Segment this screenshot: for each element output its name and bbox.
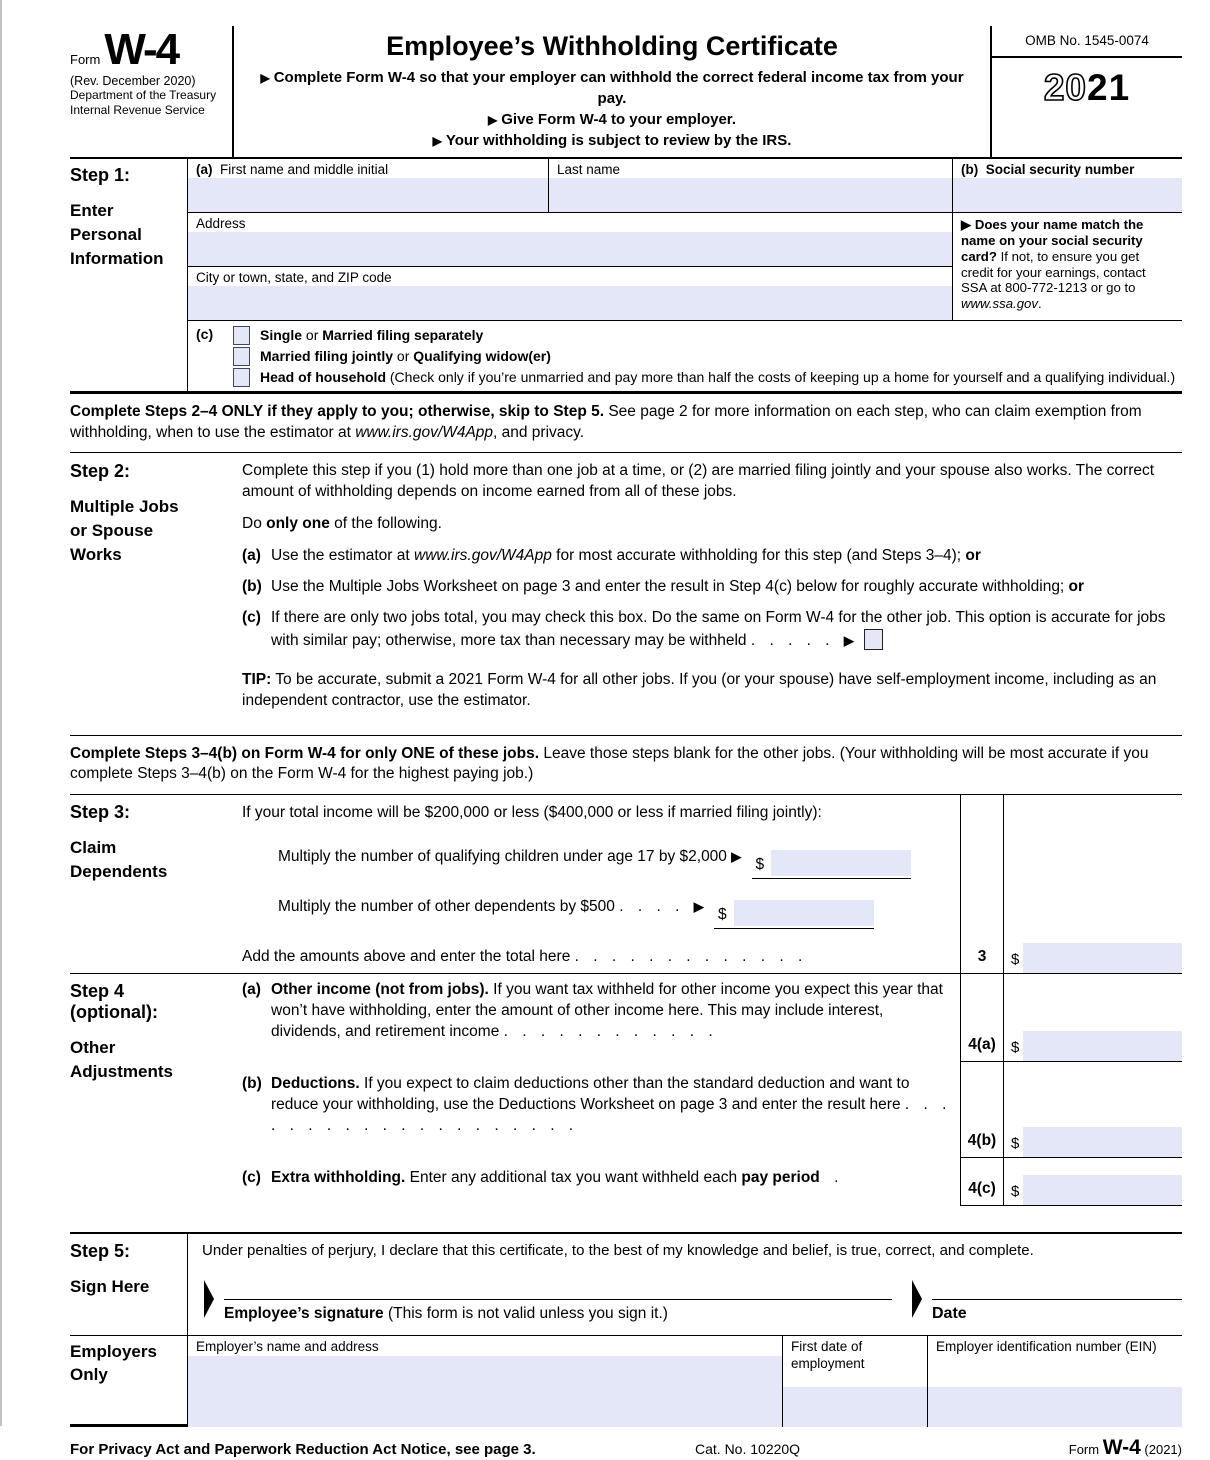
last-name-label: Last name [557,162,621,177]
step4b-line: (b) Deductions. If you expect to claim deductions other than the standard deduction and want to reduce your withholding, use the Deductions Worksheet on page 3 and enter the result here . . . . . . . . . . . . . . . . . . . . [242,1074,947,1134]
step1-name: Enter Personal Information [70,201,164,268]
step2-name: Multiple Jobs or Spouse Works [70,497,179,564]
step2-do-only-one: Do only one of the following. [242,515,442,533]
header-bullet-1: ▶ Complete Form W-4 so that your employer can withhold the correct federal income tax from your pay. [260,69,964,107]
step5-title: Step 5: [70,1240,131,1261]
deductions-input[interactable] [1023,1127,1182,1157]
ein-input[interactable] [928,1387,1182,1427]
form-year: 2021 [1043,67,1131,108]
city-input[interactable] [188,286,952,320]
step2-section [70,453,1182,735]
ein-label: Employer identification number (EIN) [936,1338,1157,1354]
dept-line1: Department of the Treasury [70,87,217,102]
header-bullet-2: ▶ Give Form W-4 to your employer. [488,111,736,128]
step3-other-dependents-line: Multiply the number of other dependents by $500 . . . . ▶ $ [242,885,960,935]
employers-only-section [70,1335,1182,1427]
omb-year-block [992,26,1182,157]
last-name-input[interactable] [549,178,952,212]
step3-children-line: Multiply the number of qualifying children under age 17 by $2,000 ▶ $ [242,831,960,885]
steps-3-4b-note: Complete Steps 3–4(b) on Form W-4 for only ONE of these jobs. Leave those steps blank for the other jobs. (Your withholding will be most accurate if you complete Steps 3–4(b) on the Form W-4 for the highest paying job.) [70,736,1182,795]
extra-withholding-input[interactable] [1023,1175,1182,1205]
ssn-label: (b) Social security number [961,162,1135,177]
step3-total-line: Add the amounts above and enter the total here . . . . . . . . . . . . . [242,947,803,965]
step1-section [70,159,1182,394]
step4c-line: (c) Extra withholding. Enter any additional tax you want withheld each pay period . [242,1168,839,1186]
arrow-icon: ▶ [843,632,854,648]
privacy-act-notice: For Privacy Act and Paperwork Reduction Act Notice, see page 3. [70,1440,536,1458]
step4-title: Step 4 (optional): [70,980,158,1022]
step5-section [70,1232,1182,1335]
employer-name-address-input[interactable] [188,1356,782,1427]
step2-item-a: (a) Use the estimator at www.irs.gov/W4App for most accurate withholding for this step (and Steps 3–4); or [242,546,981,564]
steps-2-4-note: Complete Steps 2–4 ONLY if they apply to you; otherwise, skip to Step 5. See page 2 for more information on each step, who can claim exemption from withholding, when to use the estimator at www.irs.gov/W4App, and privacy. [70,394,1182,453]
date-arrow-icon [912,1280,922,1318]
arrow-icon: ▶ [693,898,704,914]
arrow-icon: ▶ [432,134,442,148]
first-name-label: (a) First name and middle initial [196,162,389,177]
form-title-block [232,26,992,157]
step5-name: Sign Here [70,1276,150,1296]
step4a-line-number: 4(a) [960,974,1004,1062]
step4c-line-number: 4(c) [960,1158,1004,1206]
form-footer [70,1427,1182,1460]
filing-option-single: Single or Married filing separately [233,325,1175,345]
ssa-url: www.ssa.gov [961,296,1038,312]
arrow-icon: ▶ [731,848,742,864]
ssa-name-match-note: ▶ Does your name match the name on your social security card? If not, to ensure you get credit for your earnings, contact SSA at 800-772-1213 or go to www.ssa.gov. [952,213,1182,320]
header-bullet-3: ▶ Your withholding is subject to review by the IRS. [432,132,792,149]
form-header [70,26,1182,159]
step4a-line: (a) Other income (not from jobs). If you want tax withheld for other income you expect this year that won’t have withholding, enter the amount of other income here. This may include interest, dividends, and retirement income . . . . . . . . . . . . [242,980,943,1040]
first-name-input[interactable] [188,178,548,212]
signature-arrow-icon [204,1280,214,1318]
estimator-url: www.irs.gov/W4App [355,423,494,441]
children-amount-input[interactable] [771,850,911,876]
step1-title: Step 1: [70,165,131,185]
step2-title: Step 2: [70,461,131,482]
address-label: Address [196,216,246,231]
step2-tip: TIP: To be accurate, submit a 2021 Form W-4 for all other jobs. If you (or your spouse) have self-employment income, including as an independent contractor, use the estimator. [242,670,1157,709]
arrow-icon: ▶ [260,71,270,85]
step4-section: Step 4 (optional): Other Adjustments (a) Other income (not from jobs). If you want tax withheld for other income you expect this year that won’t have withholding, enter the amount of other income here. This may include interest, dividends, and retirement income . . . . . . . . . . . . 4(a) $ (b) Deductions. If you expect to claim deductions other than the standard deduction and want to reduce your withholding, use the Deductions Worksheet on page 3 and enter the result here . . . . . . . . . . . . . . . . . . . . 4(b) $ (c) Extra withholding. Enter any additional tax you want withheld each pay period . 4(c) $ [70,974,1182,1206]
form-title: Employee’s Withholding Certificate [386,31,838,61]
date-line[interactable]: Date [932,1299,1182,1323]
form-footer-id: Form W-4 (2021) [1068,1435,1182,1459]
step3-title: Step 3: [70,801,131,822]
signature-line[interactable]: Employee’s signature (This form is not valid unless you sign it.) [224,1299,892,1323]
form-id-block [70,26,232,157]
form-revision: (Rev. December 2020) [70,73,196,88]
filing-single-checkbox[interactable] [233,326,250,345]
step3-line-number: 3 [960,935,1004,973]
form-number: W-4 [104,25,179,74]
step2-intro: Complete this step if you (1) hold more than one job at a time, or (2) are married filing jointly and your spouse also works. The correct amount of withholding depends on income earned from all of these jobs. [242,462,1155,501]
filing-married-jointly-checkbox[interactable] [233,347,250,366]
step2-item-c: (c) If there are only two jobs total, you may check this box. Do the same on Form W-4 for the other job. This option is accurate for jobs with similar pay; otherwise, more tax than necessary may be withheld . . . . . ▶ [242,608,1166,649]
perjury-declaration: Under penalties of perjury, I declare that this certificate, to the best of my knowledge and belief, is true, correct, and complete. [202,1241,1034,1259]
estimator-url: www.irs.gov/W4App [414,546,552,564]
address-input[interactable] [188,232,952,266]
city-label: City or town, state, and ZIP code [196,270,392,285]
other-income-input[interactable] [1023,1031,1182,1061]
two-jobs-checkbox[interactable] [864,629,883,650]
filing-option-married-jointly: Married filing jointly or Qualifying widow(er) [233,346,1175,366]
employers-only-label: Employers Only [70,1336,187,1427]
first-date-employment-label: First date of employment [791,1338,865,1371]
catalog-number: Cat. No. 10220Q [695,1440,801,1457]
step4b-line-number: 4(b) [960,1062,1004,1158]
first-date-employment-input[interactable] [783,1387,927,1427]
ssn-input[interactable] [953,178,1182,212]
employer-name-label: Employer’s name and address [196,1338,379,1354]
step3-name: Claim Dependents [70,837,168,881]
step2-item-b: (b) Use the Multiple Jobs Worksheet on page 3 and enter the result in Step 4(c) below for roughly accurate withholding; or [242,577,1085,595]
filing-option-head-of-household: Head of household (Check only if you’re unmarried and pay more than half the costs of keeping up a home for yourself and a qualifying individual.) [233,367,1175,387]
filing-status-marker: (c) [196,326,214,342]
other-dependents-amount-input[interactable] [734,900,874,926]
form-word: Form [70,52,101,67]
step3-total-input[interactable] [1023,943,1182,973]
step4-name: Other Adjustments [70,1037,173,1081]
filing-status-section [188,321,1182,391]
omb-number: OMB No. 1545-0074 [992,26,1182,58]
step3-section: Step 3: Claim Dependents If your total income will be $200,000 or less ($400,000 or less if married filing jointly): Multiply the number of qualifying children under age 17 by $2,000 ▶ $ Multiply the number of other dependents by $500 . . . . ▶ $ Add the amounts above and enter the total here . . . . . . . . . . . . . 3 $ [70,795,1182,974]
dept-line2: Internal Revenue Service [70,102,205,117]
filing-head-household-checkbox[interactable] [233,368,250,387]
step3-intro: If your total income will be $200,000 or less ($400,000 or less if married filing jointly): [242,803,822,821]
arrow-icon: ▶ [488,113,498,127]
